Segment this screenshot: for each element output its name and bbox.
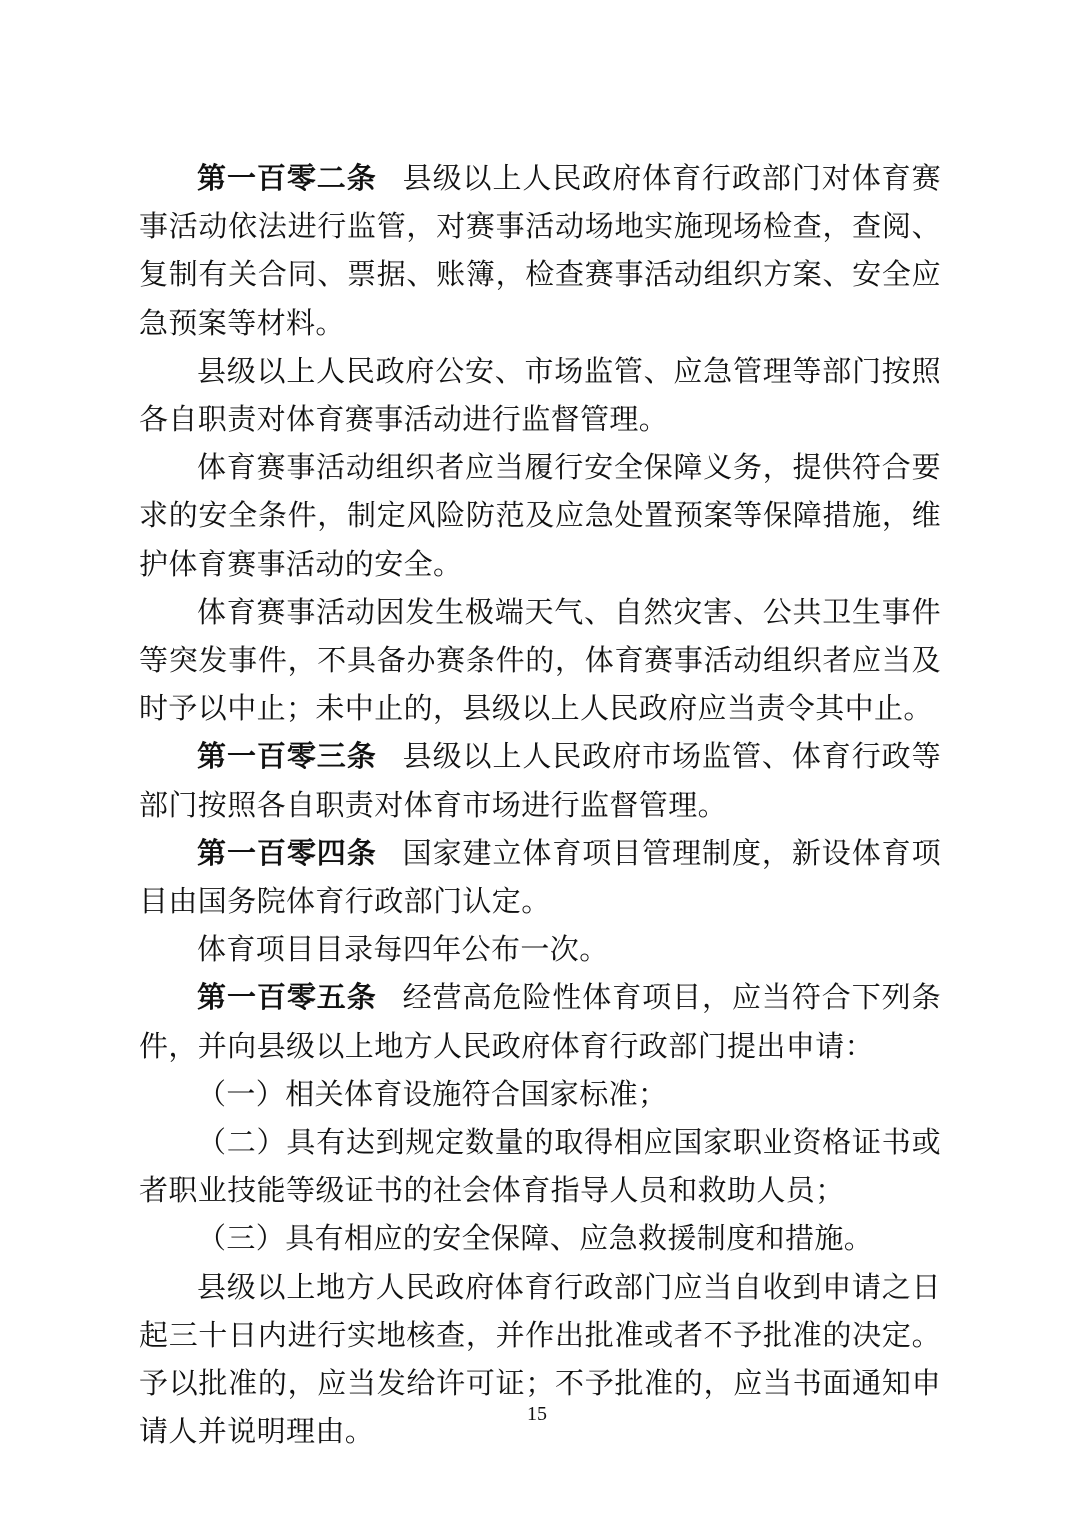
article-heading: 第一百零五条 xyxy=(197,980,377,1015)
article-heading: 第一百零四条 xyxy=(197,835,377,870)
list-item-text: （一）相关体育设施符合国家标准； xyxy=(197,1076,668,1111)
paragraph-article-104 xyxy=(139,829,941,925)
paragraph-text: 县级以上地方人民政府体育行政部门应当自收到申请之日起三十日内进行实地核查，并作出批准或者不予批准的决定。予以批准的，应当发给许可证；不予批准的，应当书面通知申请人并说明理由。 xyxy=(139,1269,941,1449)
list-item-text: （三）具有相应的安全保障、应急救援制度和措施。 xyxy=(197,1221,874,1256)
paragraph-text: 县级以上人民政府公安、市场监管、应急管理等部门按照各自职责对体育赛事活动进行监督管理。 xyxy=(139,353,941,437)
paragraph-text: 体育赛事活动组织者应当履行安全保障义务，提供符合要求的安全条件，制定风险防范及应急处置预案等保障措施，维护体育赛事活动的安全。 xyxy=(139,450,941,581)
paragraph xyxy=(139,588,941,733)
paragraph-article-102 xyxy=(139,154,941,347)
paragraph-text: 县级以上人民政府市场监管、体育行政等部门按照各自职责对体育市场进行监督管理。 xyxy=(139,739,941,822)
paragraph-text: 县级以上人民政府体育行政部门对体育赛事活动依法进行监管，对赛事活动场地实施现场检查，查阅、复制有关合同、票据、账簿，检查赛事活动组织方案、安全应急预案等材料。 xyxy=(139,161,941,340)
paragraph xyxy=(139,1263,941,1456)
list-item-text: （二）具有达到规定数量的取得相应国家职业资格证书或者职业技能等级证书的社会体育指导人员和救助人员； xyxy=(139,1125,941,1208)
paragraph-text: 国家建立体育项目管理制度，新设体育项目由国务院体育行政部门认定。 xyxy=(139,835,941,919)
paragraph-text: 体育赛事活动因发生极端天气、自然灾害、公共卫生事件等突发事件，不具备办赛条件的，体育赛事活动组织者应当及时予以中止；未中止的，县级以上人民政府应当责令其中止。 xyxy=(139,594,941,726)
paragraph-article-105 xyxy=(139,973,941,1069)
body-text xyxy=(139,154,941,1455)
paragraph xyxy=(139,347,941,443)
list-item xyxy=(139,1214,941,1262)
paragraph xyxy=(139,443,941,588)
page-number: 15 xyxy=(527,1403,547,1425)
list-item xyxy=(139,1118,941,1214)
paragraph-article-103 xyxy=(139,732,941,828)
paragraph-text: 经营高危险性体育项目，应当符合下列条件，并向县级以上地方人民政府体育行政部门提出申请： xyxy=(139,980,941,1063)
paragraph xyxy=(139,925,941,973)
article-heading: 第一百零三条 xyxy=(197,739,377,774)
paragraph-text: 体育项目目录每四年公布一次。 xyxy=(197,932,609,967)
article-heading: 第一百零二条 xyxy=(197,161,377,195)
list-item xyxy=(139,1070,941,1118)
